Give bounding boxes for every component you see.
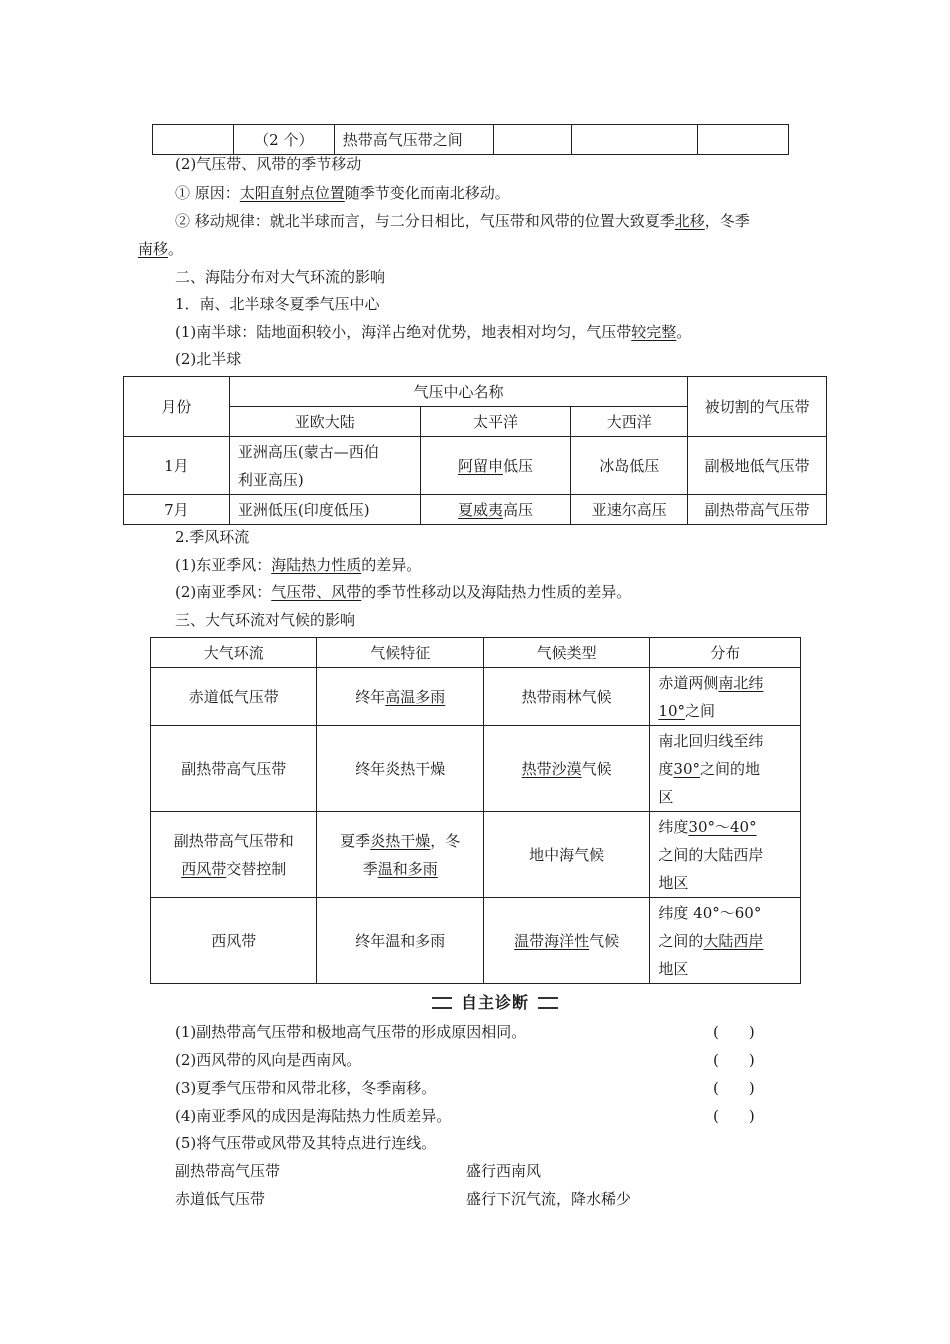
climate-header: 大气环流 xyxy=(151,638,317,668)
row-jan-cut: 副极地低气压带 xyxy=(688,437,827,495)
banner-title: 自主诊断 xyxy=(460,993,529,1012)
southern-hemisphere-line: (1)南半球：陆地面积较小，海洋占绝对优势，地表相对均匀，气压带较完整。 xyxy=(175,323,692,341)
reason-line: ① 原因：太阳直射点位置随季节变化而南北移动。 xyxy=(175,184,510,202)
northern-hemisphere-line: (2)北半球 xyxy=(175,350,242,368)
climate-r3-type: 地中海气候 xyxy=(483,812,649,898)
row-jan-month: 1月 xyxy=(124,437,230,495)
header-pacific: 太平洋 xyxy=(420,407,571,437)
answer-blank-4[interactable]: ( ) xyxy=(713,1107,755,1125)
climate-r2-distribution: 南北回归线至纬 度30°之间的地 区 xyxy=(650,726,801,812)
section2-heading: 二、海陆分布对大气环流的影响 xyxy=(175,268,386,286)
question-4: (4)南亚季风的成因是海陆热力性质差异。 xyxy=(175,1107,452,1125)
diagnosis-banner xyxy=(432,991,558,1013)
top-table-cell: （2 个） xyxy=(233,125,334,155)
rule-line: ② 移动规律：就北半球而言，与二分日相比，气压带和风带的位置大致夏季北移，冬季 xyxy=(175,212,750,230)
climate-r2-type: 热带沙漠气候 xyxy=(483,726,649,812)
subheading-seasonal-shift: (2)气压带、风带的季节移动 xyxy=(175,155,362,173)
climate-r3-circulation: 副热带高气压带和 西风带交替控制 xyxy=(151,812,317,898)
south-asia-monsoon-line: (2)南亚季风：气压带、风带的季节性移动以及海陆热力性质的差异。 xyxy=(175,583,632,601)
question-2: (2)西风带的风向是西南风。 xyxy=(175,1051,362,1069)
climate-r4-circulation: 西风带 xyxy=(151,898,317,984)
item2-heading: 2.季风环流 xyxy=(175,528,250,546)
header-atlantic: 大西洋 xyxy=(571,407,688,437)
climate-r4-distribution: 纬度 40°～60° 之间的大陆西岸 地区 xyxy=(650,898,801,984)
climate-header: 分布 xyxy=(650,638,801,668)
row-jul-atlantic: 亚速尔高压 xyxy=(571,495,688,525)
top-table-cell: 热带高气压带之间 xyxy=(334,125,493,155)
climate-header: 气候类型 xyxy=(483,638,649,668)
top-table xyxy=(152,124,789,155)
match-left-1[interactable]: 副热带高气压带 xyxy=(175,1162,281,1180)
question-5: (5)将气压带或风带及其特点进行连线。 xyxy=(175,1134,437,1152)
header-cut-belt: 被切割的气压带 xyxy=(688,377,827,437)
row-jul-cut: 副热带高气压带 xyxy=(688,495,827,525)
question-3: (3)夏季气压带和风带北移，冬季南移。 xyxy=(175,1079,437,1097)
climate-r1-circulation: 赤道低气压带 xyxy=(151,668,317,726)
climate-header: 气候特征 xyxy=(317,638,484,668)
header-month: 月份 xyxy=(124,377,230,437)
banner-left-ornament xyxy=(432,997,452,1009)
header-center: 气压中心名称 xyxy=(229,377,687,407)
climate-r1-feature: 终年高温多雨 xyxy=(317,668,484,726)
top-table-cell xyxy=(153,125,234,155)
row-jul-month: 7月 xyxy=(124,495,230,525)
answer-blank-2[interactable]: ( ) xyxy=(713,1051,755,1069)
question-1: (1)副热带高气压带和极地高气压带的形成原因相同。 xyxy=(175,1023,527,1041)
match-right-2[interactable]: 盛行下沉气流，降水稀少 xyxy=(466,1190,632,1208)
answer-blank-1[interactable]: ( ) xyxy=(713,1023,755,1041)
climate-r3-feature: 夏季炎热干燥，冬 季温和多雨 xyxy=(317,812,484,898)
match-left-2[interactable]: 赤道低气压带 xyxy=(175,1190,266,1208)
climate-r2-feature: 终年炎热干燥 xyxy=(317,726,484,812)
row-jan-eurasia: 亚洲高压(蒙古—西伯 利亚高压) xyxy=(229,437,420,495)
row-jan-pacific: 阿留申低压 xyxy=(420,437,571,495)
top-table-cell xyxy=(493,125,572,155)
match-right-1[interactable]: 盛行西南风 xyxy=(466,1162,542,1180)
row-jul-eurasia: 亚洲低压(印度低压) xyxy=(229,495,420,525)
section3-heading: 三、大气环流对气候的影响 xyxy=(175,611,356,629)
climate-r2-circulation: 副热带高气压带 xyxy=(151,726,317,812)
top-table-cell xyxy=(698,125,789,155)
rule-line-cont: 南移。 xyxy=(138,240,184,258)
banner-right-ornament xyxy=(538,997,558,1009)
row-jan-atlantic: 冰岛低压 xyxy=(571,437,688,495)
climate-r3-distribution: 纬度30°～40° 之间的大陆西岸 地区 xyxy=(650,812,801,898)
climate-r1-distribution: 赤道两侧南北纬 10°之间 xyxy=(650,668,801,726)
header-eurasia: 亚欧大陆 xyxy=(229,407,420,437)
row-jul-pacific: 夏威夷高压 xyxy=(420,495,571,525)
pressure-center-table xyxy=(123,376,827,525)
climate-r4-feature: 终年温和多雨 xyxy=(317,898,484,984)
climate-r1-type: 热带雨林气候 xyxy=(483,668,649,726)
climate-r4-type: 温带海洋性气候 xyxy=(483,898,649,984)
item1-heading: 1．南、北半球冬夏季气压中心 xyxy=(175,295,380,313)
east-asia-monsoon-line: (1)东亚季风：海陆热力性质的差异。 xyxy=(175,556,422,574)
top-table-cell xyxy=(572,125,698,155)
answer-blank-3[interactable]: ( ) xyxy=(713,1079,755,1097)
climate-table xyxy=(150,637,801,984)
